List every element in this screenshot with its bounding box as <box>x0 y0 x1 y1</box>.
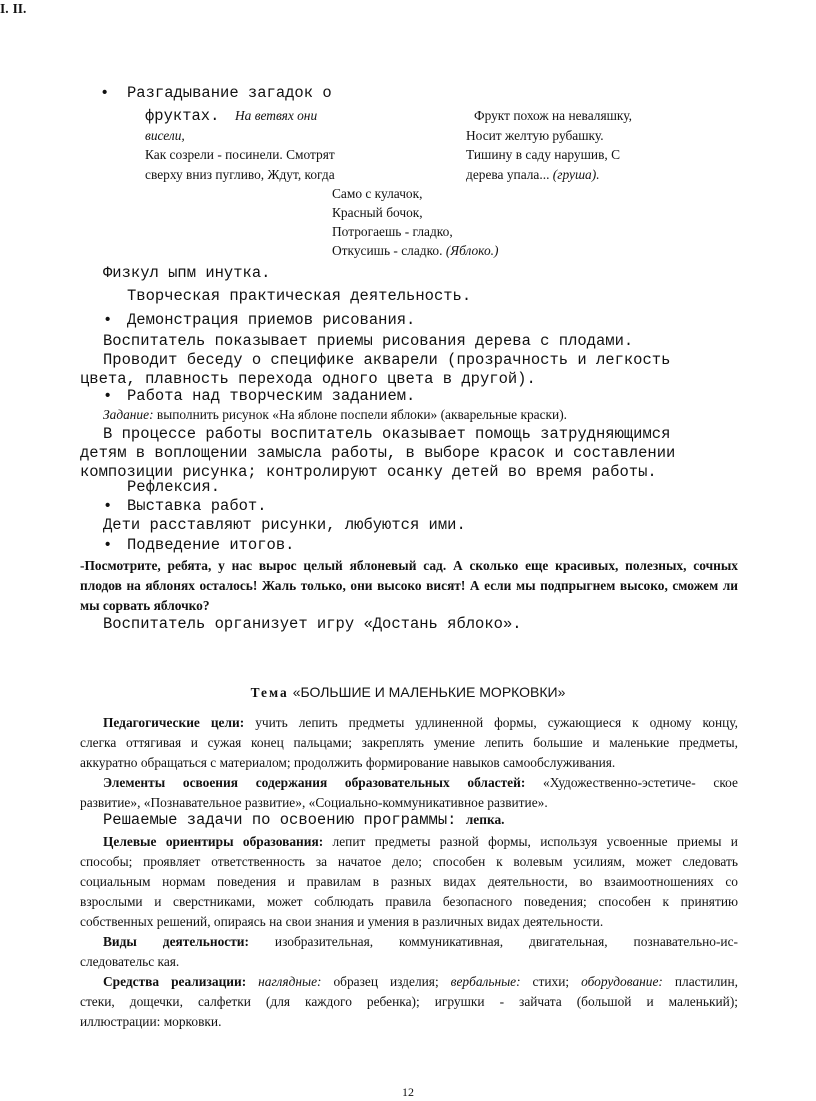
bullet-text: Работа над творческим заданием. <box>127 387 416 405</box>
bullet-text: Демонстрация приемов рисования. <box>127 311 416 329</box>
riddle-pear-line: На ветвях они <box>235 108 318 123</box>
paragraph-line: композиции рисунка; контролируют осанку детей во время работы. <box>80 463 657 481</box>
riddle-pear-line: Носит желтую рубашку. <box>466 128 604 143</box>
riddle-plum-line: сверху вниз пугливо, Ждут, когда <box>145 167 335 182</box>
targets-line: Целевые ориентиры образования: лепит предметы разной формы, используя усвоенные приемы и <box>103 834 738 849</box>
speech-line: плодов на яблонях осталось! Жаль только, они высоко висят! А если мы подпрыгнем высоко, сможем ли <box>80 578 738 593</box>
riddles-heading: Разгадывание загадок о <box>127 84 332 102</box>
riddle-pear-line: дерева упала... (груша). <box>466 167 600 182</box>
paragraph-line: Проводит беседу о специфике акварели (прозрачность и легкость <box>103 351 671 369</box>
tasks-line: Решаемые задачи по освоению программы: лепка. <box>103 811 505 829</box>
bullet: • <box>103 311 113 329</box>
bullet: • <box>103 497 113 515</box>
task-line: Задание: выполнить рисунок «На яблоне поспели яблоки» (акварельные краски). <box>103 407 568 422</box>
bullet: • <box>103 536 113 554</box>
bullet: • <box>100 84 110 102</box>
riddle-plum-line: Как созрели - посинели. Смотрят <box>145 147 335 162</box>
riddle-apple-line: Само с кулачок, <box>332 186 423 201</box>
page-number: 12 <box>402 1085 414 1099</box>
riddle-pear-line: Фрукт похож на неваляшку, <box>474 108 632 123</box>
riddle-apple-line: Красный бочок, <box>332 205 423 220</box>
paragraph-line: В процессе работы воспитатель оказывает помощь затрудняющимся <box>103 425 671 443</box>
riddle-apple-line: Потрогаешь - гладко, <box>332 224 453 239</box>
targets-line: способы; проявляет ответственность за начатое дело; способен к волевым усилиям, может следовать <box>80 854 738 869</box>
paragraph-line: детям в воплощении замысла работы, в выборе красок и составлении <box>80 444 676 462</box>
riddle-plum-line: висели, <box>145 128 185 143</box>
bullet-text: Подведение итогов. <box>127 536 295 554</box>
section-heading: Творческая практическая деятельность. <box>127 287 472 305</box>
means-line: иллюстрации: морковки. <box>80 1014 222 1029</box>
fizkult-line: Физкул ыпм инутка. <box>103 264 271 282</box>
activities-line: Виды деятельности: изобразительная, коммуникативная, двигательная, познавательно-ис- <box>103 934 739 949</box>
paragraph-line: цвета, плавность перехода одного цвета в другой). <box>80 370 536 388</box>
bullet-text: Выставка работ. <box>127 497 267 515</box>
topic-title <box>0 684 816 702</box>
bullet: • <box>103 387 113 405</box>
targets-line: социальным нормам поведения и правилам в разных видах деятельности, во взаимоотношениях со <box>80 874 738 889</box>
section-number: II. <box>12 1 27 16</box>
targets-line: собственных решений, опираясь на свои знания и умения в различных видах деятельности. <box>80 914 604 929</box>
riddles-heading-cont: фруктах. <box>145 107 220 125</box>
riddle-pear-line: Тишину в саду нарушив, С <box>466 147 621 162</box>
means-line: Средства реализации: наглядные: образец изделия; вербальные: стихи; оборудование: пластилин, <box>103 974 738 989</box>
goals-line: Педагогические цели: учить лепить предметы удлиненной формы, сужающиеся к одному концу, <box>103 715 738 730</box>
targets-line: взрослыми и сверстниками, может соблюдать правила безопасного поведения; способен к принятию <box>80 894 738 909</box>
section-number: I. <box>0 1 9 16</box>
speech-line: мы сорвать яблочко? <box>80 598 210 613</box>
speech-line: -Посмотрите, ребята, у нас вырос целый яблоневый сад. А сколько еще красивых, полезных, сочных <box>80 558 738 573</box>
means-line: стеки, дощечки, салфетки (для каждого ребенка); игрушки - зайчата (большой и маленький); <box>80 994 738 1009</box>
paragraph-line: Дети расставляют рисунки, любуются ими. <box>103 516 466 534</box>
elements-line: развитие», «Познавательное развитие», «Социально-коммуникативное развитие». <box>80 795 548 810</box>
section-heading: Рефлексия. <box>127 478 221 496</box>
activities-line: следовательс кая. <box>80 954 180 969</box>
goals-line: слегка оттягивая и сужая конец пальцами; закреплять умение лепить большие и маленькие предметы, <box>80 735 738 750</box>
paragraph-line: Воспитатель организует игру «Достань яблоко». <box>103 615 522 633</box>
paragraph-line: Воспитатель показывает приемы рисования дерева с плодами. <box>103 332 634 350</box>
topic-label: Тема <box>250 685 289 700</box>
goals-line: аккуратно обращаться с материалом; продолжить формирование навыков самообслуживания. <box>80 755 616 770</box>
elements-line: Элементы освоения содержания образовательных областей: «Художественно-эстетиче- ское <box>103 775 738 790</box>
topic-name: «БОЛЬШИЕ И МАЛЕНЬКИЕ МОРКОВКИ» <box>292 684 566 700</box>
riddle-apple-line: Откусишь - сладко. (Яблоко.) <box>332 243 499 258</box>
